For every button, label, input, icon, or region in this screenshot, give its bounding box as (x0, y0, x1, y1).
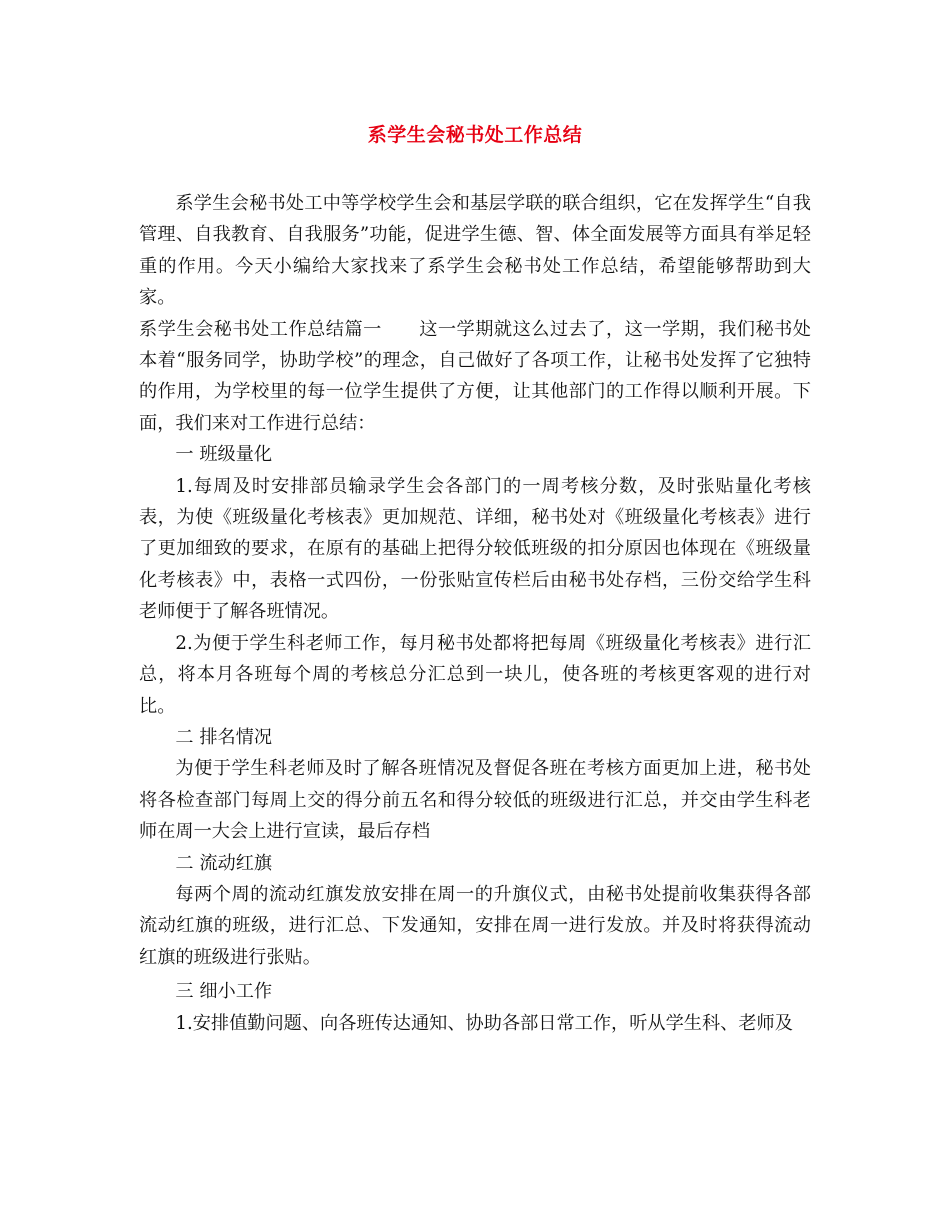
summary-part-one-paragraph: 系学生会秘书处工作总结篇一 这一学期就这么过去了，这一学期，我们秘书处本着“服务同学，协助学校”的理念，自己做好了各项工作，让秘书处发挥了它独特的作用，为学校里的每一位学生提供了方便，让其他部门的工作得以顺利开展。下面，我们来对工作进行总结： (139, 318, 811, 434)
ranking-paragraph: 为便于学生科老师及时了解各班情况及督促各班在考核方面更加上进，秘书处将各检查部门每周上交的得分前五名和得分较低的班级进行汇总，并交由学生科老师在周一大会上进行宣读，最后存档 (139, 758, 811, 843)
section-heading-ranking: 二 排名情况 (175, 726, 273, 748)
section-heading-red-flag: 二 流动红旗 (175, 852, 273, 874)
section-heading-small-tasks: 三 细小工作 (175, 981, 273, 1003)
quantification-item-1: 1.每周及时安排部员输录学生会各部门的一周考核分数，及时张贴量化考核表，为使《班级量化考核表》更加规范、详细，秘书处对《班级量化考核表》进行了更加细致的要求，在原有的基础上把得分较低班级的扣分原因也体现在《班级量化考核表》中，表格一式四份，一份张贴宣传栏后由秘书处存档，三份交给学生科老师便于了解各班情况。 (139, 475, 811, 623)
red-flag-paragraph: 每两个周的流动红旗发放安排在周一的升旗仪式，由秘书处提前收集获得各部流动红旗的班级，进行汇总、下发通知，安排在周一进行发放。并及时将获得流动红旗的班级进行张贴。 (139, 883, 811, 968)
quantification-item-2: 2.为便于学生科老师工作，每月秘书处都将把每周《班级量化考核表》进行汇总，将本月各班每个周的考核总分汇总到一块儿，使各班的考核更客观的进行对比。 (139, 632, 811, 717)
small-tasks-item-1: 1.安排值勤问题、向各班传达通知、协助各部日常工作，听从学生科、老师及 (175, 1012, 793, 1034)
document-title: 系学生会秘书处工作总结 (367, 124, 583, 146)
intro-paragraph: 系学生会秘书处工中等学校学生会和基层学联的联合组织，它在发挥学生“自我管理、自我教育、自我服务”功能，促进学生德、智、体全面发展等方面具有举足轻重的作用。今天小编给大家找来了系学生会秘书处工作总结，希望能够帮助到大家。 (139, 193, 811, 309)
section-heading-class-quantification: 一 班级量化 (175, 444, 273, 466)
document-body (139, 188, 811, 1039)
